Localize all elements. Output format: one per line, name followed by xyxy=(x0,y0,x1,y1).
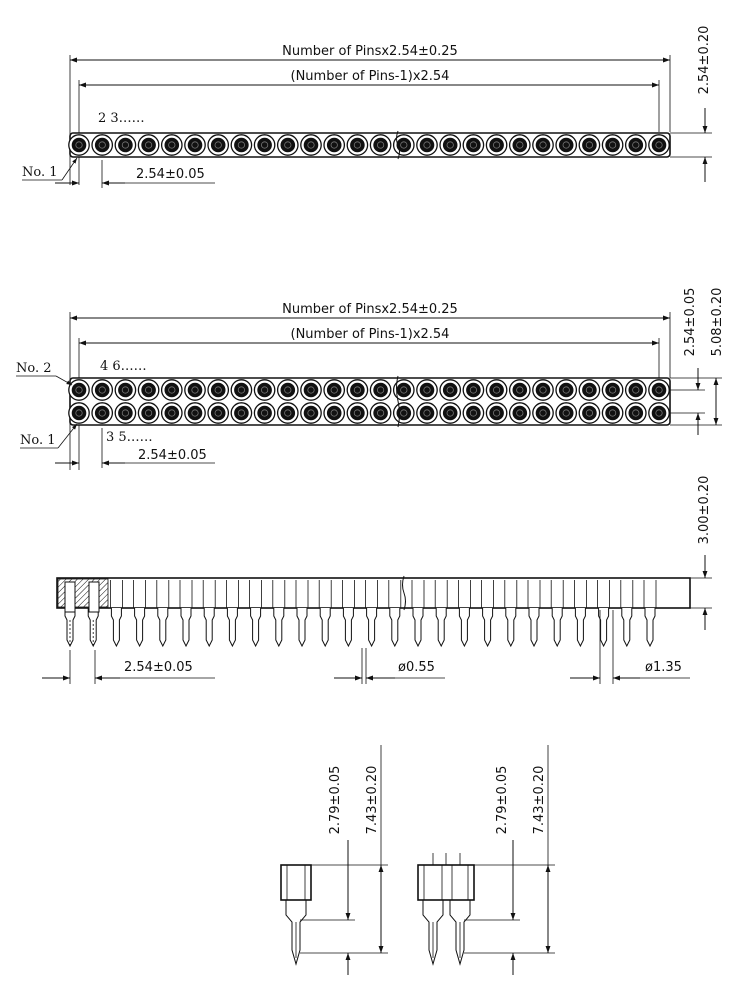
pin-socket xyxy=(626,135,646,155)
pin-one-label: No. 1 xyxy=(20,433,56,448)
pin-socket xyxy=(370,403,390,423)
pin-socket xyxy=(440,380,460,400)
total-length-label: Number of Pinsx2.54±0.25 xyxy=(282,44,458,59)
pitch-total-label: (Number of Pins-1)x2.54 xyxy=(290,327,450,342)
pin-socket xyxy=(162,380,182,400)
pin-socket xyxy=(69,135,89,155)
row-pitch-label: 2.54±0.05 xyxy=(683,287,698,357)
pin-socket xyxy=(254,135,274,155)
pin-socket xyxy=(417,380,437,400)
pin-socket xyxy=(556,135,576,155)
pin-socket xyxy=(486,135,506,155)
pin-socket xyxy=(602,380,622,400)
pin-socket xyxy=(649,135,669,155)
pin-socket xyxy=(394,403,414,423)
pin-socket xyxy=(533,403,553,423)
double-row-top-view xyxy=(16,288,725,470)
pin-socket xyxy=(301,135,321,155)
pin-socket xyxy=(69,403,89,423)
pin-socket xyxy=(602,403,622,423)
height-label: 5.08±0.20 xyxy=(710,287,725,357)
pin-socket xyxy=(138,380,158,400)
pin-socket xyxy=(486,380,506,400)
pin-socket xyxy=(162,135,182,155)
pin-socket xyxy=(185,403,205,423)
pitch-label: 2.54±0.05 xyxy=(136,167,205,182)
pin-socket xyxy=(347,380,367,400)
pin-socket xyxy=(301,380,321,400)
pin-socket xyxy=(649,403,669,423)
pin-socket xyxy=(579,380,599,400)
pin-housing xyxy=(418,865,474,900)
pin-socket xyxy=(208,380,228,400)
body-height-label: 2.79±0.05 xyxy=(328,765,343,835)
pin-sequence-label: 2 3…… xyxy=(98,111,145,126)
pin-socket xyxy=(579,135,599,155)
connector-body-side xyxy=(57,578,690,608)
pin-socket xyxy=(417,135,437,155)
pin-socket xyxy=(440,403,460,423)
pin-socket xyxy=(254,403,274,423)
side-view xyxy=(42,476,712,684)
pin-socket xyxy=(556,403,576,423)
single-row-top-view xyxy=(22,26,712,188)
total-height-label: 7.43±0.20 xyxy=(532,765,547,835)
pin-socket xyxy=(278,380,298,400)
pin-socket xyxy=(533,380,553,400)
pin-diameter-label: ø0.55 xyxy=(398,660,435,675)
pin-socket xyxy=(324,403,344,423)
height-label: 3.00±0.20 xyxy=(697,475,712,545)
pin-socket xyxy=(231,135,251,155)
pin-socket xyxy=(115,135,135,155)
pin-socket xyxy=(486,403,506,423)
pin-socket xyxy=(626,380,646,400)
pin-housing xyxy=(281,865,311,900)
pin-socket xyxy=(579,403,599,423)
pin-socket xyxy=(324,380,344,400)
pin-socket xyxy=(185,380,205,400)
pin-socket xyxy=(278,135,298,155)
pin-socket xyxy=(324,135,344,155)
pin-one-label: No. 1 xyxy=(22,165,58,180)
pin-socket xyxy=(278,403,298,423)
single-pin-detail xyxy=(281,745,388,975)
pin-socket xyxy=(510,380,530,400)
pin-socket xyxy=(370,135,390,155)
pin-socket xyxy=(231,403,251,423)
pin-socket xyxy=(649,380,669,400)
total-height-label: 7.43±0.20 xyxy=(365,765,380,835)
pin-socket xyxy=(347,135,367,155)
double-pin-detail xyxy=(418,745,555,975)
pin-socket xyxy=(463,380,483,400)
pin-socket xyxy=(138,403,158,423)
pin-socket xyxy=(115,380,135,400)
pin-socket xyxy=(626,403,646,423)
pin-socket xyxy=(162,403,182,423)
side-pin xyxy=(65,608,75,646)
pin-socket xyxy=(231,380,251,400)
pin-socket xyxy=(556,380,576,400)
pin-socket xyxy=(138,135,158,155)
bottom-row-sequence-label: 3 5…… xyxy=(106,430,153,445)
pin-socket xyxy=(208,403,228,423)
pin-socket xyxy=(92,135,112,155)
height-label: 2.54±0.20 xyxy=(697,25,712,95)
pin-socket xyxy=(69,380,89,400)
pin-two-label: No. 2 xyxy=(16,361,52,376)
pitch-label: 2.54±0.05 xyxy=(138,448,207,463)
pitch-label: 2.54±0.05 xyxy=(124,660,193,675)
body-height-label: 2.79±0.05 xyxy=(495,765,510,835)
pin-socket xyxy=(463,403,483,423)
pin-socket xyxy=(533,135,553,155)
pin-socket xyxy=(347,403,367,423)
sleeve-diameter-label: ø1.35 xyxy=(645,660,682,675)
pitch-total-label: (Number of Pins-1)x2.54 xyxy=(290,69,450,84)
pin-socket xyxy=(254,380,274,400)
pin-socket xyxy=(185,135,205,155)
pin-socket xyxy=(115,403,135,423)
side-pin xyxy=(88,608,98,646)
total-length-label: Number of Pinsx2.54±0.25 xyxy=(282,302,458,317)
pin-socket xyxy=(92,403,112,423)
pin-socket xyxy=(417,403,437,423)
pin-socket xyxy=(602,135,622,155)
pin-socket xyxy=(510,403,530,423)
pin-socket xyxy=(440,135,460,155)
pin-socket xyxy=(92,380,112,400)
pin-socket xyxy=(463,135,483,155)
pin-socket xyxy=(510,135,530,155)
top-row-sequence-label: 4 6…… xyxy=(100,359,147,374)
pin-socket xyxy=(370,380,390,400)
pin-socket xyxy=(301,403,321,423)
pin-socket xyxy=(208,135,228,155)
